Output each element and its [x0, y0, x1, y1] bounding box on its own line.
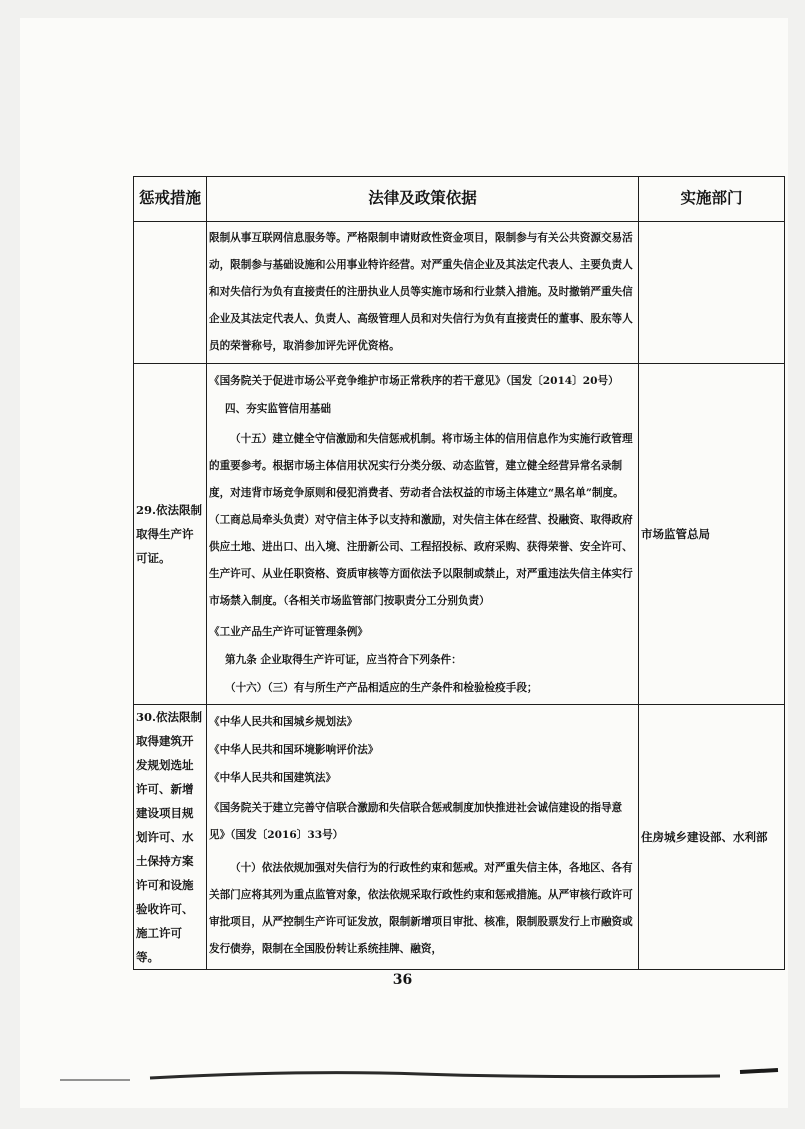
scan-smudge-line: [150, 1073, 720, 1078]
measure-text: 29.依法限制取得生产许可证。: [136, 503, 203, 565]
basis-line: 第九条 企业取得生产许可证，应当符合下列条件：: [225, 653, 462, 666]
basis-line: （十六）（三）有与所生产产品相适应的生产条件和检验检疫手段；: [225, 681, 538, 694]
header-basis: 法律及政策依据: [207, 177, 639, 222]
basis-line: 四、夯实监管信用基础: [225, 402, 331, 415]
dept-text: 市场监管总局: [641, 527, 710, 541]
header-dept: 实施部门: [639, 177, 785, 222]
measure-text: 30.依法限制取得建筑开发规划选址许可、新增建设项目规划许可、水土保持方案许可和设施验收许可、施工许可等。: [136, 710, 203, 964]
basis-line: 《中华人民共和国环境影响评价法》: [209, 744, 379, 756]
basis-paragraph: （十五）建立健全守信激励和失信惩戒机制。将市场主体的信用信息作为实施行政管理的重要参考。根据市场主体信用状况实行分类分级、动态监管，建立健全经营异常名录制度，对违背市场竞争原则和侵犯消费者、劳动者合法权益的市场主体建立“黑名单”制度。（工商总局牵头负责）对守信主体予以支持和激励，对失信主体在经营、投融资、取得政府供应土地、进出口、出入境、注册新公司、工程招投标、政府采购、获得荣誉、安全许可、生产许可、从业任职资格、资质审核等方面依法予以限制或禁止，对严重违法失信主体实行市场禁入制度。（各相关市场监管部门按职责分工分别负责）: [209, 432, 633, 607]
basis-line: 《国务院关于促进市场公平竞争维护市场正常秩序的若干意见》（国发〔2014〕20号）: [209, 374, 619, 387]
header-measure: 惩戒措施: [134, 177, 207, 222]
basis-paragraph: 《国务院关于建立完善守信联合激励和失信联合惩戒制度加快推进社会诚信建设的指导意见》（国发〔2016〕33号）: [209, 802, 623, 841]
basis-paragraph: （十）依法依规加强对失信行为的行政性约束和惩戒。对严重失信主体，各地区、各有关部门应将其列为重点监管对象，依法依规采取行政性约束和惩戒措施。从严审核行政许可审批项目，从严控制生产许可证发放，限制新增项目审批、核准，限制股票发行上市融资或发行债券，限制在全国股份转让系统挂牌、融资，: [209, 862, 633, 955]
basis-line: 《工业产品生产许可证管理条例》: [209, 625, 368, 638]
basis-line: 《中华人民共和国建筑法》: [209, 772, 337, 784]
dept-text: 住房城乡建设部、水利部: [641, 830, 768, 844]
basis-paragraph: 限制从事互联网信息服务等。严格限制申请财政性资金项目，限制参与有关公共资源交易活动，限制参与基础设施和公用事业特许经营。对严重失信企业及其法定代表人、主要负责人和对失信行为负有直接责任的注册执业人员等实施市场和行业禁入措施。及时撤销严重失信企业及其法定代表人、负责人、高级管理人员和对失信行为负有直接责任的董事、股东等人员的荣誉称号，取消参加评先评优资格。: [209, 232, 633, 352]
scan-dash: [740, 1070, 778, 1072]
page-number: 36: [392, 972, 413, 988]
basis-line: 《中华人民共和国城乡规划法》: [209, 716, 358, 728]
